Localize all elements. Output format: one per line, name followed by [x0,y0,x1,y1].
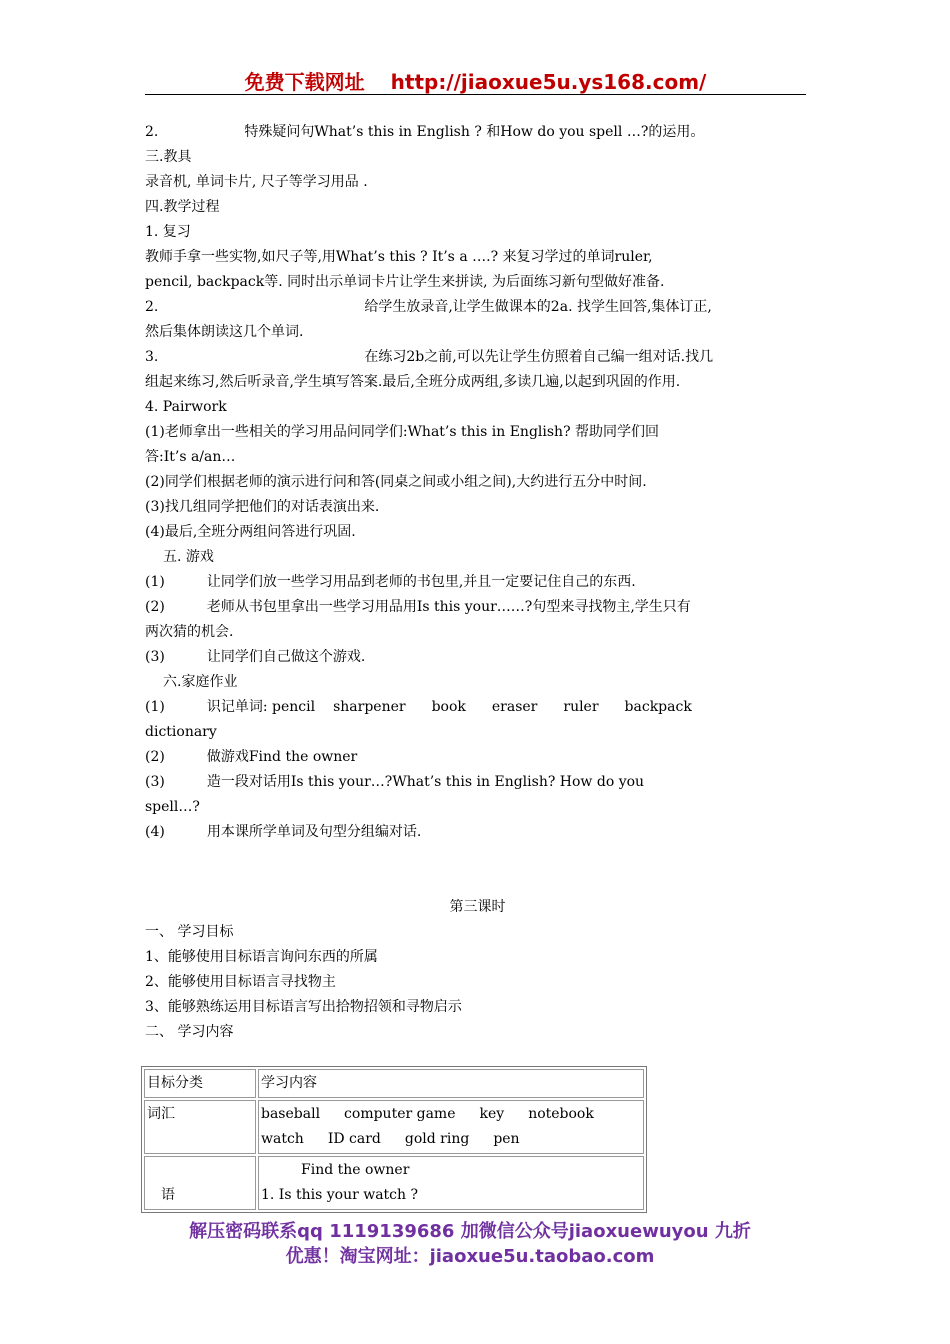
text-line: spell…? [145,799,200,815]
table-cell: baseball computer game key notebook watch ID card gold ring pen [258,1100,644,1154]
header-rule [145,94,806,95]
text-line: 2. 给学生放录音,让学生做课本的2a. 找学生回答,集体订正, [145,299,712,315]
text-line: (3)找几组同学把他们的对话表演出来. [145,499,380,515]
text-line: 答:It’s a/an… [145,449,236,465]
text-line: (1)老师拿出一些相关的学习用品问同学们:What’s this in English? 帮助同学们回 [145,424,660,440]
text-line: 录音机, 单词卡片, 尺子等学习用品 . [145,174,368,190]
text-line: 然后集体朗读这几个单词. [145,324,304,340]
section-heading: 二、 学习内容 [145,1024,234,1040]
text-line: (4) 用本课所学单词及句型分组编对话. [145,824,422,840]
list-item: 3、能够熟练运用目标语言写出拾物招领和寻物启示 [145,999,462,1015]
page-header [145,66,806,94]
text-line: (3) 造一段对话用Is this your…?What’s this in English? How do you [145,774,645,790]
table-row [144,1156,644,1210]
list-item: 1、能够使用目标语言询问东西的所属 [145,949,378,965]
footer-line[interactable]: 优惠！淘宝网址：jiaoxue5u.taobao.com [285,1246,655,1267]
section-heading: 一、 学习目标 [145,924,234,940]
text-line: (3) 让同学们自己做这个游戏. [145,649,366,665]
text-line: (1) 识记单词: pencil sharpener book eraser ruler backpack [145,699,692,715]
text-line: (4)最后,全班分两组问答进行巩固. [145,524,356,540]
document-body [145,120,810,1045]
subsection-heading: 4. Pairwork [145,399,227,415]
text-line: (2)同学们根据老师的演示进行问和答(同桌之间或小组之间),大约进行五分中时间. [145,474,647,490]
lesson-title: 第三课时 [449,899,506,915]
text-line: dictionary [145,724,217,740]
text-line: (2) 老师从书包里拿出一些学习用品用Is this your……?句型来寻找物主,学生只有 [145,599,691,615]
table-cell: 语 [144,1156,256,1210]
section-heading: 五. 游戏 [163,549,214,565]
section-heading: 四.教学过程 [145,199,220,215]
text-line: (2) 做游戏Find the owner [145,749,358,765]
table-row [144,1100,644,1154]
section-heading: 六.家庭作业 [163,674,238,690]
section-heading: 三.教具 [145,149,192,165]
text-line: 2. 特殊疑问句What’s this in English ? 和How do you spell …?的运用。 [145,124,705,140]
text-line: 两次猜的机会. [145,624,234,640]
table-cell: 词汇 [144,1100,256,1154]
table-header-row [144,1069,644,1098]
header-label: 免费下载网址 [244,70,365,94]
learning-content-table [141,1066,647,1213]
table-header-cell: 目标分类 [144,1069,256,1098]
text-line: (1) 让同学们放一些学习用品到老师的书包里,并且一定要记住自己的东西. [145,574,636,590]
text-line: pencil, backpack等. 同时出示单词卡片让学生来拼读, 为后面练习新句型做好准备. [145,274,665,290]
page-footer [120,1219,820,1269]
footer-line: 解压密码联系qq 1119139686 加微信公众号jiaoxuewuyou 九折 [189,1221,751,1242]
header-url[interactable]: http://jiaoxue5u.ys168.com/ [390,70,707,94]
table-header-cell: 学习内容 [258,1069,644,1098]
list-item: 2、能够使用目标语言寻找物主 [145,974,336,990]
text-line: 教师手拿一些实物,如尺子等,用What’s this ? It’s a ….? 来复习学过的单词ruler, [145,249,653,265]
text-line: 组起来练习,然后听录音,学生填写答案.最后,全班分成两组,多读几遍,以起到巩固的作用. [145,374,681,390]
table-cell: Find the owner 1. Is this your watch ? [258,1156,644,1210]
text-line: 3. 在练习2b之前,可以先让学生仿照着自己编一组对话.找几 [145,349,714,365]
subsection-heading: 1. 复习 [145,224,191,240]
